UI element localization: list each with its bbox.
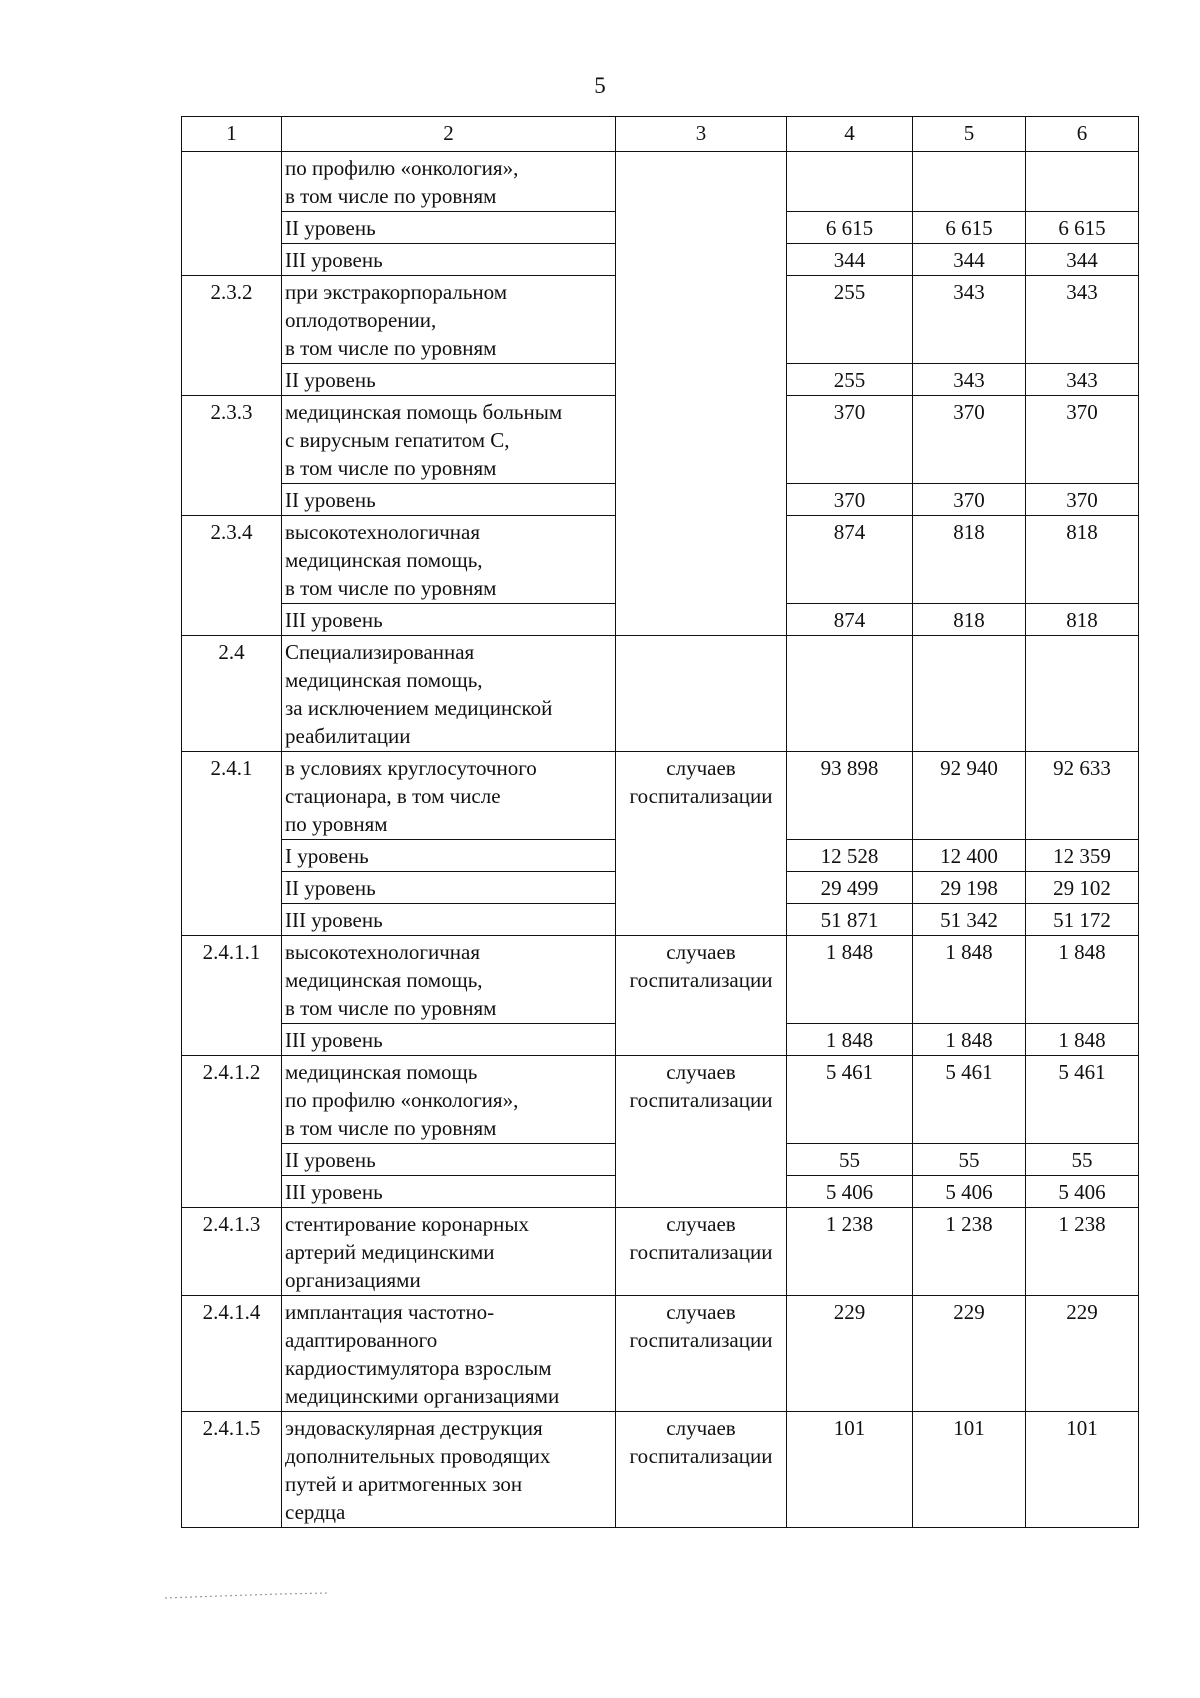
- value-cell-col5: 818: [913, 516, 1026, 604]
- description-cell: II уровень: [282, 364, 616, 396]
- header-cell: 3: [616, 117, 787, 152]
- value-cell-col5: 370: [913, 484, 1026, 516]
- value-cell-col5: 1 238: [913, 1208, 1026, 1296]
- value-cell-col4: 344: [787, 244, 913, 276]
- table-row: [182, 1412, 1139, 1528]
- value-cell-col4: [787, 152, 913, 212]
- value-cell-col6: 344: [1026, 244, 1139, 276]
- unit-cell: [616, 152, 787, 636]
- unit-cell: случаев госпитализации: [616, 752, 787, 936]
- value-cell-col5: 1 848: [913, 1024, 1026, 1056]
- value-cell-col6: 1 848: [1026, 1024, 1139, 1056]
- value-cell-col4: 1 238: [787, 1208, 913, 1296]
- table-row: [182, 636, 1139, 752]
- value-cell-col6: 51 172: [1026, 904, 1139, 936]
- description-cell: II уровень: [282, 484, 616, 516]
- value-cell-col4: 93 898: [787, 752, 913, 840]
- value-cell-col4: [787, 636, 913, 752]
- value-cell-col5: 344: [913, 244, 1026, 276]
- value-cell-col6: [1026, 152, 1139, 212]
- row-number-cell: 2.3.3: [182, 396, 282, 516]
- unit-cell: случаев госпитализации: [616, 1056, 787, 1208]
- value-cell-col6: 370: [1026, 396, 1139, 484]
- value-cell-col4: 874: [787, 516, 913, 604]
- unit-cell: [616, 636, 787, 752]
- row-number-cell: 2.4.1.5: [182, 1412, 282, 1528]
- value-cell-col5: 370: [913, 396, 1026, 484]
- description-cell: I уровень: [282, 840, 616, 872]
- table-row: [182, 152, 1139, 212]
- value-cell-col6: 343: [1026, 276, 1139, 364]
- header-cell: 5: [913, 117, 1026, 152]
- value-cell-col4: 229: [787, 1296, 913, 1412]
- unit-cell: случаев госпитализации: [616, 1208, 787, 1296]
- value-cell-col4: 6 615: [787, 212, 913, 244]
- value-cell-col6: 55: [1026, 1144, 1139, 1176]
- value-cell-col5: 55: [913, 1144, 1026, 1176]
- header-cell: 4: [787, 117, 913, 152]
- value-cell-col5: 29 198: [913, 872, 1026, 904]
- table-row: [182, 1208, 1139, 1296]
- value-cell-col6: 229: [1026, 1296, 1139, 1412]
- value-cell-col4: 874: [787, 604, 913, 636]
- value-cell-col6: 1 848: [1026, 936, 1139, 1024]
- value-cell-col5: 818: [913, 604, 1026, 636]
- value-cell-col4: 5 406: [787, 1176, 913, 1208]
- value-cell-col5: 51 342: [913, 904, 1026, 936]
- value-cell-col6: 5 406: [1026, 1176, 1139, 1208]
- unit-cell: случаев госпитализации: [616, 936, 787, 1056]
- description-cell: II уровень: [282, 1144, 616, 1176]
- value-cell-col6: 370: [1026, 484, 1139, 516]
- value-cell-col5: [913, 636, 1026, 752]
- description-cell: III уровень: [282, 604, 616, 636]
- value-cell-col4: 101: [787, 1412, 913, 1528]
- value-cell-col4: 5 461: [787, 1056, 913, 1144]
- row-number-cell: 2.4.1.4: [182, 1296, 282, 1412]
- value-cell-col4: 370: [787, 484, 913, 516]
- description-cell: Специализированная медицинская помощь, за исключением медицинской реабилитации: [282, 636, 616, 752]
- value-cell-col4: 370: [787, 396, 913, 484]
- value-cell-col4: 51 871: [787, 904, 913, 936]
- value-cell-col4: 255: [787, 364, 913, 396]
- value-cell-col4: 12 528: [787, 840, 913, 872]
- row-number-cell: [182, 152, 282, 276]
- page-number: 5: [594, 73, 606, 98]
- unit-cell: случаев госпитализации: [616, 1296, 787, 1412]
- value-cell-col5: 92 940: [913, 752, 1026, 840]
- value-cell-col5: 229: [913, 1296, 1026, 1412]
- description-cell: II уровень: [282, 212, 616, 244]
- description-cell: медицинская помощь по профилю «онкология», в том числе по уровням: [282, 1056, 616, 1144]
- description-cell: медицинская помощь больным с вирусным гепатитом С, в том числе по уровням: [282, 396, 616, 484]
- value-cell-col5: 6 615: [913, 212, 1026, 244]
- value-cell-col6: 818: [1026, 604, 1139, 636]
- description-cell: III уровень: [282, 1176, 616, 1208]
- table-row: [182, 752, 1139, 840]
- row-number-cell: 2.4: [182, 636, 282, 752]
- row-number-cell: 2.4.1: [182, 752, 282, 936]
- table-row: [182, 1056, 1139, 1144]
- row-number-cell: 2.3.2: [182, 276, 282, 396]
- header-cell: 2: [282, 117, 616, 152]
- value-cell-col4: 55: [787, 1144, 913, 1176]
- value-cell-col6: 343: [1026, 364, 1139, 396]
- value-cell-col6: 818: [1026, 516, 1139, 604]
- value-cell-col6: 92 633: [1026, 752, 1139, 840]
- value-cell-col5: 101: [913, 1412, 1026, 1528]
- header-cell: 1: [182, 117, 282, 152]
- value-cell-col6: 6 615: [1026, 212, 1139, 244]
- row-number-cell: 2.4.1.3: [182, 1208, 282, 1296]
- description-cell: стентирование коронарных артерий медицинскими организациями: [282, 1208, 616, 1296]
- row-number-cell: 2.4.1.2: [182, 1056, 282, 1208]
- row-number-cell: 2.3.4: [182, 516, 282, 636]
- value-cell-col5: 343: [913, 276, 1026, 364]
- value-cell-col5: 343: [913, 364, 1026, 396]
- value-cell-col5: 1 848: [913, 936, 1026, 1024]
- description-cell: имплантация частотно- адаптированного кардиостимулятора взрослым медицинскими организациями: [282, 1296, 616, 1412]
- description-cell: эндоваскулярная деструкция дополнительных проводящих путей и аритмогенных зон сердца: [282, 1412, 616, 1528]
- description-cell: II уровень: [282, 872, 616, 904]
- description-cell: III уровень: [282, 1024, 616, 1056]
- value-cell-col6: 101: [1026, 1412, 1139, 1528]
- description-cell: в условиях круглосуточного стационара, в том числе по уровням: [282, 752, 616, 840]
- value-cell-col6: 1 238: [1026, 1208, 1139, 1296]
- table-row: [182, 1296, 1139, 1412]
- value-cell-col6: 29 102: [1026, 872, 1139, 904]
- row-number-cell: 2.4.1.1: [182, 936, 282, 1056]
- description-cell: высокотехнологичная медицинская помощь, в том числе по уровням: [282, 516, 616, 604]
- value-cell-col6: [1026, 636, 1139, 752]
- description-cell: III уровень: [282, 244, 616, 276]
- description-cell: по профилю «онкология», в том числе по уровням: [282, 152, 616, 212]
- value-cell-col6: 12 359: [1026, 840, 1139, 872]
- value-cell-col4: 255: [787, 276, 913, 364]
- scan-artifact: [160, 1590, 340, 1606]
- description-cell: III уровень: [282, 904, 616, 936]
- value-cell-col4: 1 848: [787, 1024, 913, 1056]
- data-table: [181, 116, 1139, 1528]
- value-cell-col5: 5 461: [913, 1056, 1026, 1144]
- header-cell: 6: [1026, 117, 1139, 152]
- description-cell: высокотехнологичная медицинская помощь, в том числе по уровням: [282, 936, 616, 1024]
- unit-cell: случаев госпитализации: [616, 1412, 787, 1528]
- value-cell-col4: 29 499: [787, 872, 913, 904]
- value-cell-col6: 5 461: [1026, 1056, 1139, 1144]
- table-row: [182, 936, 1139, 1024]
- value-cell-col5: 12 400: [913, 840, 1026, 872]
- value-cell-col4: 1 848: [787, 936, 913, 1024]
- value-cell-col5: [913, 152, 1026, 212]
- value-cell-col5: 5 406: [913, 1176, 1026, 1208]
- table-header-row: [182, 117, 1139, 152]
- description-cell: при экстракорпоральном оплодотворении, в том числе по уровням: [282, 276, 616, 364]
